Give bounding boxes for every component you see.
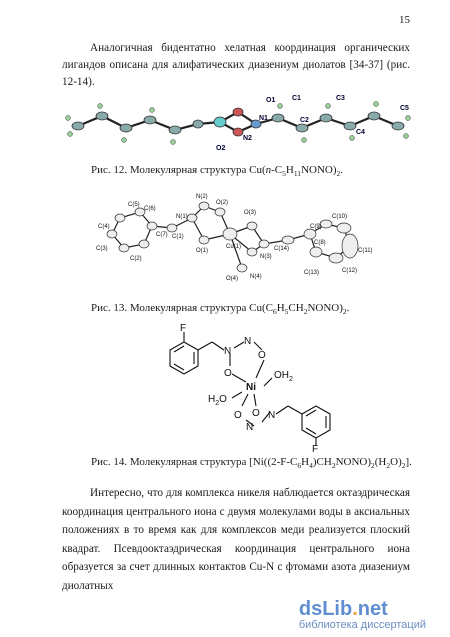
fig14-label-n-eq-bot: N [246,422,254,433]
fig13-label-c2: C(2) [130,256,142,262]
fig13-label-o1: O(1) [196,248,208,254]
fig13-label-c4: C(4) [98,224,110,230]
fig14-label-f-bot: F [312,444,319,452]
fig13-label-c12: C(12) [342,268,358,274]
fig12-label-n1: N1 [259,115,268,122]
fig13-label-c13: C(13) [304,270,320,276]
fig13-label-c10: C(10) [332,214,348,220]
fig13-label-c8: C(8) [314,240,326,246]
fig14-label-n-eq-top: N [244,336,252,347]
fig13-label-o4: O(4) [226,276,238,282]
figure-13-structure [92,188,392,298]
dslib-logo: dsLib.net [298,598,388,620]
figure-12-structure [60,88,420,158]
fig12-label-c4: C4 [356,129,365,136]
fig14-label-f-top: F [180,323,187,334]
fig12-label-o1: O1 [266,97,276,104]
fig14-label-o-bot-left: O [234,410,242,421]
figure-14-structure [154,322,354,452]
fig14-label-n-top: N [224,346,232,357]
fig13-label-c3: C(3) [96,246,108,252]
fig13-label-c1: C(1) [172,234,184,240]
fig14-label-h2o-left: $H_2O$ [208,394,227,407]
intro-paragraph: Аналогичная бидентатно хелатная координация органических лигандов описана для алифатических диазениум диолатов [34-37] (рис. 12-14). [62,42,410,88]
page-number: 15 [399,14,410,26]
fig14-label-o-bot-right: O [252,408,260,419]
fig13-label-cu1: Cu(1) [226,244,242,250]
fig13-atoms [107,202,358,272]
fig14-label-o-top-left: O [224,368,232,379]
fig12-label-c2: C2 [300,117,309,124]
fig13-label-c6: C(6) [144,206,156,212]
fig13-label-n3: N(3) [260,254,272,260]
figure-13-caption: Рис. 13. Молекулярная структура $Cu(C_6H_5CH_2NONO)_2$. [91,302,350,317]
fig13-label-c5: C(5) [128,202,140,208]
fig14-label-n-bot: N [268,410,276,421]
fig14-label-oh2-right: $OH_2$ [274,370,293,383]
fig13-label-c9: C(9) [310,224,322,230]
body-paragraph: Интересно, что для комплекса никеля наблюдается октаэдрическая координация центрального иона с двумя молекулами воды в аксиальных положениях в то время как для комплексов меди реализуется плоский квадрат. Псевдооктаэдрическая координация центрального иона образуется за счет длинных контактов Cu-N с фтомами азота диазениум диолатных [62,487,410,592]
fig14-label-ni: Ni [246,382,256,393]
fig12-label-o2: O2 [216,145,226,152]
fig12-label-c5: C5 [400,105,409,112]
figure-12-caption: Рис. 12. Молекулярная структура $Cu(n-C_5H_{11}NONO)_2$. [91,164,344,179]
fig12-atoms [72,108,404,136]
fig14-label-o-top-right: O [258,350,266,361]
dslib-watermark[interactable] [299,598,426,631]
fig12-label-c1: C1 [292,95,301,102]
figure-14-caption: Рис. 14. Молекулярная структура $[Ni((2-F-C_6H_4)CH_2NONO)_2(H_2O)_2]$. [91,456,412,471]
fig13-label-c7: C(7) [156,232,168,238]
fig13-label-n1: N(1) [176,214,188,220]
fig13-label-o3: O(3) [244,210,256,216]
fig13-label-c14: C(14) [274,246,290,252]
fig13-label-o2: O(2) [216,200,228,206]
fig13-label-c11: C(11) [358,248,373,254]
fig12-label-n2: N2 [243,135,252,142]
fig12-label-c3: C3 [336,95,345,102]
fig13-label-n2: N(2) [196,194,208,200]
dslib-subtitle: библиотека диссертаций [298,619,426,631]
fig13-label-n4: N(4) [250,274,262,280]
